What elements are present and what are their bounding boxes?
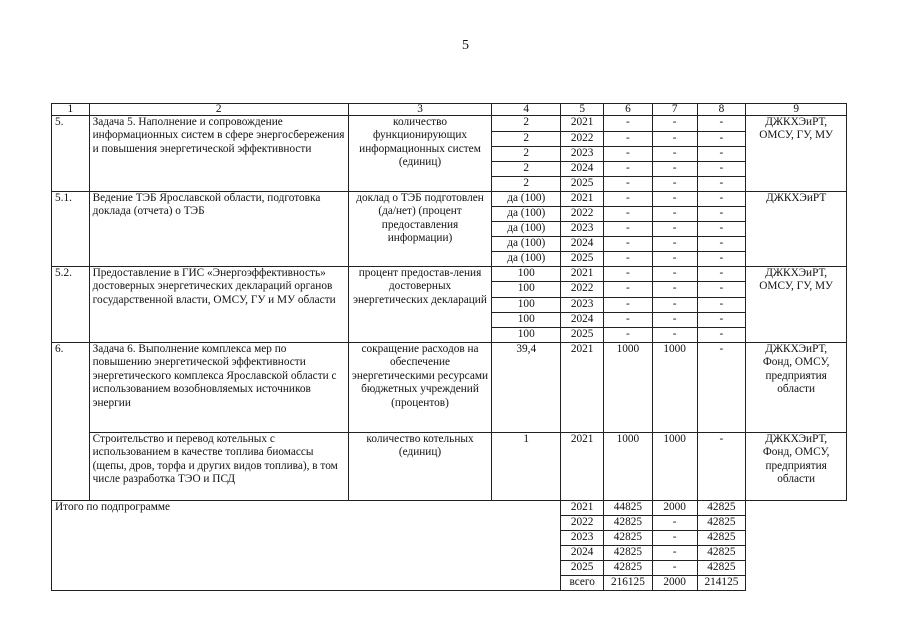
finance-other: - [697, 207, 746, 222]
finance-total: - [604, 177, 653, 192]
year: 2024 [561, 313, 604, 328]
target-value: 100 [492, 267, 561, 282]
finance-other: - [697, 343, 746, 433]
finance-total: - [604, 282, 653, 298]
finance-total: - [604, 313, 653, 328]
page-number: 5 [462, 38, 469, 53]
table-row [52, 267, 847, 282]
header-cell: 1 [52, 104, 90, 116]
row-number: 5.1. [52, 192, 90, 267]
header-cell: 5 [561, 104, 604, 116]
year: 2024 [561, 237, 604, 252]
target-value: да (100) [492, 207, 561, 222]
header-cell: 4 [492, 104, 561, 116]
finance-regional: - [652, 162, 697, 177]
task-title: Предоставление в ГИС «Энергоэффективность» достоверных энергетических деклараций органов государственной власти, ОМСУ, ГУ и МУ области [89, 267, 348, 343]
year: 2025 [561, 177, 604, 192]
year: всего [561, 576, 604, 591]
finance-total: 42825 [604, 561, 653, 576]
finance-total: - [604, 207, 653, 222]
finance-regional: - [652, 192, 697, 207]
row-number: 5. [52, 116, 90, 192]
finance-total: - [604, 298, 653, 313]
year: 2022 [561, 282, 604, 298]
finance-regional: - [652, 252, 697, 267]
finance-other: 42825 [697, 561, 746, 576]
executor: ДЖКХЭиРТ, ОМСУ, ГУ, МУ [746, 116, 847, 192]
header-cell: 3 [348, 104, 491, 116]
finance-regional: 1000 [652, 433, 697, 501]
target-value: да (100) [492, 252, 561, 267]
finance-other: 42825 [697, 516, 746, 531]
finance-regional: - [652, 116, 697, 132]
table-row [52, 192, 847, 207]
header-cell: 2 [89, 104, 348, 116]
finance-other: - [697, 162, 746, 177]
finance-total: - [604, 147, 653, 162]
target-value: 2 [492, 177, 561, 192]
finance-regional: - [652, 546, 697, 561]
finance-other: - [697, 192, 746, 207]
finance-regional: - [652, 282, 697, 298]
target-value: 2 [492, 132, 561, 147]
total-label: Итого по подпрограмме [52, 501, 561, 591]
year: 2021 [561, 501, 604, 516]
executor-empty [746, 501, 847, 591]
target-value: 2 [492, 147, 561, 162]
target-value: 100 [492, 313, 561, 328]
finance-regional: 1000 [652, 343, 697, 433]
year: 2025 [561, 252, 604, 267]
finance-total: 42825 [604, 546, 653, 561]
table-row [52, 343, 847, 433]
finance-other: - [697, 298, 746, 313]
year: 2024 [561, 546, 604, 561]
finance-other: 42825 [697, 546, 746, 561]
finance-regional: 2000 [652, 576, 697, 591]
finance-other: - [697, 252, 746, 267]
year: 2023 [561, 298, 604, 313]
finance-total: 42825 [604, 516, 653, 531]
year: 2021 [561, 192, 604, 207]
finance-total: 1000 [604, 433, 653, 501]
header-cell: 9 [746, 104, 847, 116]
target-value: 2 [492, 162, 561, 177]
finance-other: 42825 [697, 501, 746, 516]
year: 2021 [561, 433, 604, 501]
indicator-name: сокращение расходов на обеспечение энергетическими ресурсами бюджетных учреждений (процентов) [348, 343, 491, 433]
indicator-name: доклад о ТЭБ подготовлен (да/нет) (процент предоставления информации) [348, 192, 491, 267]
target-value: 2 [492, 116, 561, 132]
finance-regional: - [652, 328, 697, 343]
finance-other: - [697, 267, 746, 282]
row-number: 5.2. [52, 267, 90, 343]
target-value: 39,4 [492, 343, 561, 433]
finance-total: - [604, 132, 653, 147]
finance-total: 1000 [604, 343, 653, 433]
year: 2022 [561, 132, 604, 147]
finance-other: - [697, 328, 746, 343]
header-cell: 8 [697, 104, 746, 116]
task-title: Задача 6. Выполнение комплекса мер по повышению энергетической эффективности энергетического комплекса Ярославской области с использованием возобновляемых источников энергии [89, 343, 348, 433]
finance-other: - [697, 116, 746, 132]
executor: ДЖКХЭиРТ, ОМСУ, ГУ, МУ [746, 267, 847, 343]
target-value: 100 [492, 282, 561, 298]
finance-other: 42825 [697, 531, 746, 546]
year: 2021 [561, 267, 604, 282]
year: 2023 [561, 531, 604, 546]
finance-regional: 2000 [652, 501, 697, 516]
finance-other: - [697, 222, 746, 237]
year: 2024 [561, 162, 604, 177]
finance-total: - [604, 237, 653, 252]
indicator-name: количество функционирующих информационных систем (единиц) [348, 116, 491, 192]
year: 2021 [561, 343, 604, 433]
year: 2022 [561, 516, 604, 531]
finance-regional: - [652, 298, 697, 313]
finance-regional: - [652, 132, 697, 147]
year: 2025 [561, 561, 604, 576]
row-number: 6. [52, 343, 90, 501]
finance-other: - [697, 282, 746, 298]
finance-regional: - [652, 561, 697, 576]
finance-regional: - [652, 222, 697, 237]
finance-total: 216125 [604, 576, 653, 591]
finance-regional: - [652, 237, 697, 252]
executor: ДЖКХЭиРТ, Фонд, ОМСУ, предприятия области [746, 343, 847, 433]
header-row [52, 104, 847, 116]
year: 2022 [561, 207, 604, 222]
finance-other: - [697, 147, 746, 162]
indicator-name: количество котельных (единиц) [348, 433, 491, 501]
finance-total: 42825 [604, 531, 653, 546]
finance-total: - [604, 267, 653, 282]
finance-total: 44825 [604, 501, 653, 516]
table-row [52, 433, 847, 501]
finance-other: - [697, 132, 746, 147]
finance-total: - [604, 222, 653, 237]
year: 2023 [561, 222, 604, 237]
target-value: да (100) [492, 192, 561, 207]
finance-other: - [697, 313, 746, 328]
year: 2025 [561, 328, 604, 343]
finance-regional: - [652, 267, 697, 282]
target-value: 100 [492, 298, 561, 313]
finance-regional: - [652, 516, 697, 531]
finance-total: - [604, 116, 653, 132]
finance-total: - [604, 192, 653, 207]
finance-regional: - [652, 531, 697, 546]
subprogram-table [51, 103, 847, 591]
finance-regional: - [652, 177, 697, 192]
year: 2021 [561, 116, 604, 132]
total-row [52, 501, 847, 516]
finance-regional: - [652, 313, 697, 328]
target-value: 100 [492, 328, 561, 343]
finance-total: - [604, 328, 653, 343]
task-title: Задача 5. Наполнение и сопровождение информационных систем в сфере энергосбережения и повышения энергетической эффективности [89, 116, 348, 192]
finance-regional: - [652, 147, 697, 162]
finance-other: - [697, 433, 746, 501]
task-title: Ведение ТЭБ Ярославской области, подготовка доклада (отчета) о ТЭБ [89, 192, 348, 267]
target-value: да (100) [492, 222, 561, 237]
executor: ДЖКХЭиРТ, Фонд, ОМСУ, предприятия области [746, 433, 847, 501]
executor: ДЖКХЭиРТ [746, 192, 847, 267]
header-cell: 6 [604, 104, 653, 116]
target-value: 1 [492, 433, 561, 501]
target-value: да (100) [492, 237, 561, 252]
table-row [52, 116, 847, 132]
finance-other: 214125 [697, 576, 746, 591]
finance-regional: - [652, 207, 697, 222]
finance-other: - [697, 177, 746, 192]
year: 2023 [561, 147, 604, 162]
finance-total: - [604, 252, 653, 267]
header-cell: 7 [652, 104, 697, 116]
finance-other: - [697, 237, 746, 252]
indicator-name: процент предостав-ления достоверных энергетических деклараций [348, 267, 491, 343]
task-title: Строительство и перевод котельных с использованием в качестве топлива биомассы (щепы, дров, торфа и других видов топлива), в том числе разработка ТЭО и ПСД [89, 433, 348, 501]
finance-total: - [604, 162, 653, 177]
